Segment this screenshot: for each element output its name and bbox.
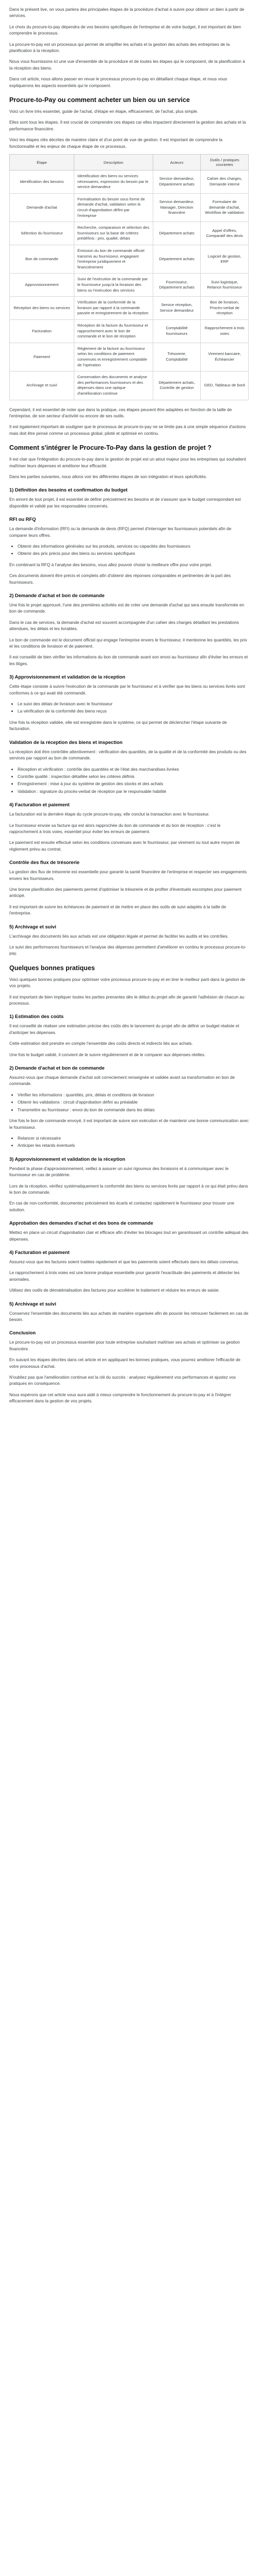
bullet-list bbox=[9, 701, 249, 715]
table-cell: Suivi de l'exécution de la commande par le fournisseur jusqu'à la livraison des biens ou l'exécution des services bbox=[74, 274, 153, 297]
table-cell: Logiciel de gestion, ERP bbox=[201, 245, 249, 274]
subsection-heading: 4) Facturation et paiement bbox=[9, 802, 70, 808]
subsection-heading: Validation de la réception des biens et inspection bbox=[9, 739, 123, 745]
paragraph: Le paiement est ensuite effectué selon les conditions convenues avec le fournisseur, par virement ou tout autre moyen de règlement prévu au contrat. bbox=[9, 840, 240, 852]
paragraph: Il est conseillé de réaliser une estimation précise des coûts dès le lancement du projet afin de définir un budget réaliste et d'anticiper les dépenses. bbox=[9, 1023, 239, 1035]
table-cell: Vérification de la conformité de la livraison par rapport à la commande passée et enregistrement de la réception bbox=[74, 297, 153, 320]
paragraph: L'archivage des documents liés aux achats est une obligation légale et permet de faciliter les audits et les contrôles. bbox=[9, 933, 229, 939]
section-heading: Quelques bonnes pratiques bbox=[9, 964, 95, 972]
paragraph: La gestion des flux de trésorerie est essentielle pour garantir la santé financière de l'entreprise et respecter ses engagements envers les fournisseurs. bbox=[9, 869, 247, 881]
paragraph: Le bon de commande est le document officiel qui engage l'entreprise envers le fournisseur, il mentionne les quantités, les prix et les conditions de livraison et de paiement. bbox=[9, 637, 247, 649]
paragraph: Assurez-vous que les factures soient traitées rapidement et que les paiements soient effectués dans les délais convenus. bbox=[9, 1259, 239, 1264]
table-row bbox=[10, 297, 249, 320]
table-cell: Service demandeur, Manager, Direction financière bbox=[153, 193, 201, 222]
paragraph: Pendant la phase d'approvisionnement, veillez à assurer un suivi rigoureux des livraisons et à communiquer avec le fournisseur en cas de problème. bbox=[9, 1165, 229, 1178]
table-cell: Sélection du fournisseur bbox=[10, 222, 74, 245]
paragraph: Cette estimation doit prendre en compte l'ensemble des coûts directs et indirects liés aux achats. bbox=[9, 1041, 193, 1046]
table-cell: Recherche, comparaison et sélection des fournisseurs sur la base de critères prédéfinis : prix, qualité, délais bbox=[74, 222, 153, 245]
list-item: • Anticiper les retards éventuels bbox=[18, 1142, 249, 1148]
table-cell: Service demandeur, Département achats bbox=[153, 171, 201, 194]
paragraph: Nous espérons que cet article vous aura aidé à mieux comprendre le fonctionnement du procure-to-pay et à l'intégrer efficacement dans la gestion de vos projets. bbox=[9, 1392, 232, 1404]
subsection-heading: Contrôle des flux de trésorerie bbox=[9, 859, 79, 866]
paragraph: Mettez en place un circuit d'approbation clair et efficace afin d'éviter les blocages tout en garantissant un contrôle adéquat des dépenses. bbox=[9, 1230, 249, 1242]
column-header: Acteurs bbox=[153, 155, 201, 171]
table-cell: Département achats bbox=[153, 245, 201, 274]
paragraph: Elles sont tous les étapes. Il est crucial de comprendre ces étapes car elles impactent directement la gestion des achats et la performance financière. bbox=[9, 120, 246, 131]
table-cell: Bon de livraison, Procès-verbal de réception bbox=[201, 297, 249, 320]
paragraph: Ces documents doivent être précis et complets afin d'obtenir des réponses comparables et pertinentes de la part des fournisseurs. bbox=[9, 573, 231, 585]
bullet-list bbox=[9, 766, 249, 795]
table-cell: Fournisseur, Département achats bbox=[153, 274, 201, 297]
list-item: • La vérification de la conformité des biens reçus bbox=[18, 708, 249, 714]
section-procure-to-pay bbox=[9, 96, 249, 436]
table-row bbox=[10, 245, 249, 274]
subsection-heading: 5) Archivage et suivi bbox=[9, 1300, 56, 1307]
table-cell: Formulaire de demande d'achat, Workflow de validation bbox=[201, 193, 249, 222]
table-cell: Département achats bbox=[153, 222, 201, 245]
intro-section bbox=[9, 6, 249, 89]
table-cell: GED, Tableaux de bord bbox=[201, 371, 249, 400]
bullet-list bbox=[9, 543, 249, 557]
paragraph: Une fois le projet approuvé, l'une des premières activités est de créer une demande d'achat qui sera ensuite transformée en bon de commande. bbox=[9, 602, 245, 614]
table-row bbox=[10, 343, 249, 371]
paragraph: La demande d'information (RFI) ou la demande de devis (RFQ) permet d'interroger les fournisseurs potentiels afin de comparer leurs offres. bbox=[9, 526, 232, 538]
table-cell: Suivi logistique, Relance fournisseur bbox=[201, 274, 249, 297]
paragraph: La facturation est la dernière étape du cycle procure-to-pay, elle conclut la transaction avec le fournisseur. bbox=[9, 811, 210, 817]
intro-paragraph: Le choix du procure-to-pay dépendra de vos besoins spécifiques de l'entreprise et de votre budget, il est important de bien comprendre le processus. bbox=[9, 24, 241, 36]
table-cell: Formalisation du besoin sous forme de demande d'achat, validation selon le circuit d'approbation défini par l'entreprise bbox=[74, 193, 153, 222]
table-cell: Réception de la facture du fournisseur et rapprochement avec le bon de commande et le bon de réception bbox=[74, 319, 153, 343]
table-cell: Règlement de la facture au fournisseur selon les conditions de paiement convenues et enregistrement comptable de l'opération bbox=[74, 343, 153, 371]
paragraph: Le rapprochement à trois voies est une bonne pratique essentielle pour garantir l'exactitude des paiements et détecter les anomalies. bbox=[9, 1270, 240, 1282]
subsection-heading: Approbation des demandes d'achat et des bons de commande bbox=[9, 1220, 153, 1226]
bullet-list bbox=[9, 1092, 249, 1113]
paragraph: Voici quelques bonnes pratiques pour optimiser votre processus procure-to-pay et en tirer le meilleur parti dans la gestion de vos projets. bbox=[9, 976, 246, 989]
section-heading: Procure-to-Pay ou comment acheter un bien ou un service bbox=[9, 96, 190, 104]
table-cell: Identification des besoins bbox=[10, 171, 74, 194]
column-header: Description bbox=[74, 155, 153, 171]
table-cell: Bon de commande bbox=[10, 245, 74, 274]
paragraph: Une fois la réception validée, elle est enregistrée dans le système, ce qui permet de déclencher l'étape suivante de facturation. bbox=[9, 719, 227, 732]
list-item: • Validation : signature du procès-verbal de réception par le responsable habilité bbox=[18, 788, 249, 794]
paragraph: Il est important de bien impliquer toutes les parties prenantes dès le début du projet afin de garantir l'adhésion de chacun au processus. bbox=[9, 994, 245, 1006]
intro-paragraph: Dans le présent live, on vous parlera des principales étapes de la procédure d'achat à suivre pour obtenir un bien à partir de services. bbox=[9, 7, 245, 19]
table-row bbox=[10, 193, 249, 222]
column-header: Outils / pratiques courantes bbox=[201, 155, 249, 171]
list-item: • Transmettre au fournisseur : envoi du bon de commande dans les délais bbox=[18, 1107, 249, 1113]
paragraph: Une bonne planification des paiements permet d'optimiser la trésorerie et de profiter d'éventuels escomptes pour paiement anticipé. bbox=[9, 886, 242, 899]
list-item: • Le suivi des délais de livraison avec le fournisseur bbox=[18, 701, 249, 707]
list-item: • Enregistrement : mise à jour du système de gestion des stocks et des achats bbox=[18, 781, 249, 787]
paragraph: Il est important de suivre les échéances de paiement et de mettre en place des outils de suivi adaptés à la taille de l'entreprise. bbox=[9, 904, 227, 916]
subsection-heading: RFI ou RFQ bbox=[9, 516, 36, 522]
table-cell: Demande d'achat bbox=[10, 193, 74, 222]
steps-table bbox=[9, 154, 249, 400]
intro-paragraph: La procure-to-pay est un processus qui permet de simplifier les achats et la gestion des achats des entreprises de la planification à la réception. bbox=[9, 41, 230, 54]
list-item: • Obtenir des informations générales sur les produits, services ou capacités des fournisseurs bbox=[18, 543, 249, 549]
paragraph: Il est également important de souligner que le processus de procure-to-pay ne se limite pas à une simple séquence d'actions mais doit être pensé comme un processus global, piloté et optimisé en continu. bbox=[9, 424, 246, 436]
subsection-heading: 3) Approvisionnement et validation de la réception bbox=[9, 1156, 125, 1162]
paragraph: Dans le cas de services, la demande d'achat est souvent accompagnée d'un cahier des charges détaillant les prestations attendues, les délais et les livrables. bbox=[9, 619, 239, 632]
subsection-heading: 1) Définition des besoins et confirmation du budget bbox=[9, 487, 128, 493]
table-header-row bbox=[10, 155, 249, 171]
article bbox=[9, 0, 249, 1419]
subsection-heading: 4) Facturation et paiement bbox=[9, 1249, 70, 1255]
paragraph: Le suivi des performances fournisseurs et l'analyse des dépenses permettent d'améliorer en continu le processus procure-to-pay. bbox=[9, 944, 247, 956]
paragraph: Le procure-to-pay est un processus essentiel pour toute entreprise souhaitant maîtriser ses achats et optimiser sa gestion financière. bbox=[9, 1340, 240, 1351]
paragraph: En cas de non-conformité, documentez précisément les écarts et contactez rapidement le fournisseur pour trouver une solution. bbox=[9, 1200, 234, 1212]
table-cell: Trésorerie, Comptabilité bbox=[153, 343, 201, 371]
paragraph: Il est clair que l'intégration du procure-to-pay dans la gestion de projet est un atout majeur pour les entreprises qui souhaitent maîtriser leurs dépenses et améliorer leur efficacité. bbox=[9, 456, 246, 468]
table-cell: Réception des biens ou services bbox=[10, 297, 74, 320]
table-row bbox=[10, 371, 249, 400]
subsection-heading: 2) Demande d'achat et bon de commande bbox=[9, 592, 105, 598]
paragraph: Utilisez des outils de dématérialisation des factures pour accélérer le traitement et réduire les erreurs de saisie. bbox=[9, 1287, 220, 1293]
table-row bbox=[10, 319, 249, 343]
table-cell: Rapprochement à trois voies bbox=[201, 319, 249, 343]
section-best-practices bbox=[9, 964, 249, 1404]
section-integration bbox=[9, 444, 249, 957]
table-row bbox=[10, 274, 249, 297]
paragraph: Voici les étapes clés décrites de manière claire et d'un point de vue de gestion. Il est important de comprendre la fonctionnalité et les enjeux de chaque étape de ce processus. bbox=[9, 137, 222, 149]
paragraph: Une fois le bon de commande envoyé, il est important de suivre son exécution et de maintenir une bonne communication avec le fournisseur. bbox=[9, 1118, 249, 1130]
bullet-list bbox=[9, 1135, 249, 1149]
table-cell: Virement bancaire, Échéancier bbox=[201, 343, 249, 371]
table-cell: Appel d'offres, Comparatif des devis bbox=[201, 222, 249, 245]
paragraph: Le fournisseur envoie sa facture qui est alors rapprochée du bon de commande et du bon de réception : c'est le rapprochement à trois voies, essentiel pour éviter les erreurs de paiement. bbox=[9, 822, 221, 834]
table-cell: Service réception, Service demandeur bbox=[153, 297, 201, 320]
table-cell: Archivage et suivi bbox=[10, 371, 74, 400]
table-cell: Cahier des charges, Demande interne bbox=[201, 171, 249, 194]
table-cell: Comptabilité fournisseurs bbox=[153, 319, 201, 343]
paragraph: Voici un livre très essentiel, guide de l'achat, d'étape en étape, efficacement, de l'achat, plus simple. bbox=[9, 109, 199, 114]
paragraph: Cependant, il est essentiel de noter que dans la pratique, ces étapes peuvent être adaptées en fonction de la taille de l'entreprise, de son secteur d'activité ou encore de ses outils. bbox=[9, 406, 232, 418]
list-item: • Obtenir les validations : circuit d'approbation défini au préalable bbox=[18, 1099, 249, 1105]
intro-paragraph: Dans cet article, nous allons passer en revue le processus procure-to-pay en détaillant chaque étape, et nous vous expliquerons les aspects essentiels qui le composent. bbox=[9, 76, 228, 88]
table-cell: Facturation bbox=[10, 319, 74, 343]
subsection-heading: Conclusion bbox=[9, 1330, 36, 1336]
paragraph: En suivant les étapes décrites dans cet article et en appliquant les bonnes pratiques, vous pourrez améliorer l'efficacité de votre processus d'achat. bbox=[9, 1357, 240, 1369]
paragraph: Conservez l'ensemble des documents liés aux achats de manière organisée afin de pouvoir les retrouver facilement en cas de besoin. bbox=[9, 1310, 249, 1322]
list-item: • Obtenir des prix précis pour des biens ou services spécifiques bbox=[18, 550, 249, 556]
paragraph: Dans les parties suivantes, nous allons voir les différentes étapes de son intégration et leurs spécificités. bbox=[9, 473, 207, 479]
table-cell: Département achats, Contrôle de gestion bbox=[153, 371, 201, 400]
list-item: • Contrôle qualité : inspection détaillée selon les critères définis bbox=[18, 773, 249, 779]
paragraph: Assurez-vous que chaque demande d'achat soit correctement renseignée et validée avant sa transformation en bon de commande. bbox=[9, 1075, 235, 1087]
subsection-heading: 1) Estimation des coûts bbox=[9, 1013, 64, 1020]
table-cell: Paiement bbox=[10, 343, 74, 371]
table-cell: Émission du bon de commande officiel transmis au fournisseur, engageant l'entreprise juridiquement et financièrement bbox=[74, 245, 153, 274]
section-heading: Comment s'intégrer le Procure-To-Pay dans la gestion de projet ? bbox=[9, 444, 212, 452]
subsection-heading: 2) Demande d'achat et bon de commande bbox=[9, 1065, 105, 1071]
table-cell: Conservation des documents et analyse des performances fournisseurs et des dépenses dans une optique d'amélioration continue bbox=[74, 371, 153, 400]
paragraph: Cette étape consiste à suivre l'exécution de la commande par le fournisseur et à vérifier que les biens ou services livrés sont conformes à ce qui avait été commandé. bbox=[9, 684, 245, 696]
subsection-heading: 3) Approvisionnement et validation de la réception bbox=[9, 674, 125, 680]
column-header: Étape bbox=[10, 155, 74, 171]
paragraph: Il est conseillé de bien vérifier les informations du bon de commande avant son envoi au fournisseur afin d'éviter les erreurs et les litiges. bbox=[9, 654, 248, 666]
table-row bbox=[10, 171, 249, 194]
list-item: • Réception et vérification : contrôle des quantités et de l'état des marchandises livrées bbox=[18, 766, 249, 772]
paragraph: Une fois le budget validé, il convient de le suivre régulièrement et de le comparer aux dépenses réelles. bbox=[9, 1052, 206, 1057]
paragraph: En amont de tout projet, il est essentiel de définir précisément les besoins et de s'assurer que le budget correspondant est disponible et validé par les responsables concernés. bbox=[9, 497, 241, 509]
subsection-heading: 5) Archivage et suivi bbox=[9, 923, 56, 929]
intro-paragraph: Nous vous fournissons ici une vue d'ensemble de la procédure et de toutes les étapes qui le composent, de la planification à la réception des biens. bbox=[9, 59, 245, 71]
paragraph: En combinant la RFQ à l'analyse des besoins, vous allez pouvoir choisir la meilleure offre pour votre projet. bbox=[9, 562, 212, 567]
table-row bbox=[10, 222, 249, 245]
paragraph: La réception doit être contrôlée attentivement : vérification des quantités, de la qualité et de la conformité des produits ou des services par rapport au bon de commande. bbox=[9, 749, 247, 761]
list-item: • Relancer si nécessaire bbox=[18, 1135, 249, 1141]
table-cell: Approvisionnement bbox=[10, 274, 74, 297]
table-cell: Identification des biens ou services nécessaires, expression du besoin par le service demandeur bbox=[74, 171, 153, 194]
paragraph: Lors de la réception, vérifiez systématiquement la conformité des biens ou services livrés par rapport à ce qui était prévu dans le bon de commande. bbox=[9, 1183, 248, 1195]
paragraph: N'oubliez pas que l'amélioration continue est la clé du succès : analysez régulièrement vos performances et ajustez vos pratiques en conséquence. bbox=[9, 1375, 236, 1386]
list-item: • Vérifier les informations : quantités, prix, délais et conditions de livraison bbox=[18, 1092, 249, 1098]
